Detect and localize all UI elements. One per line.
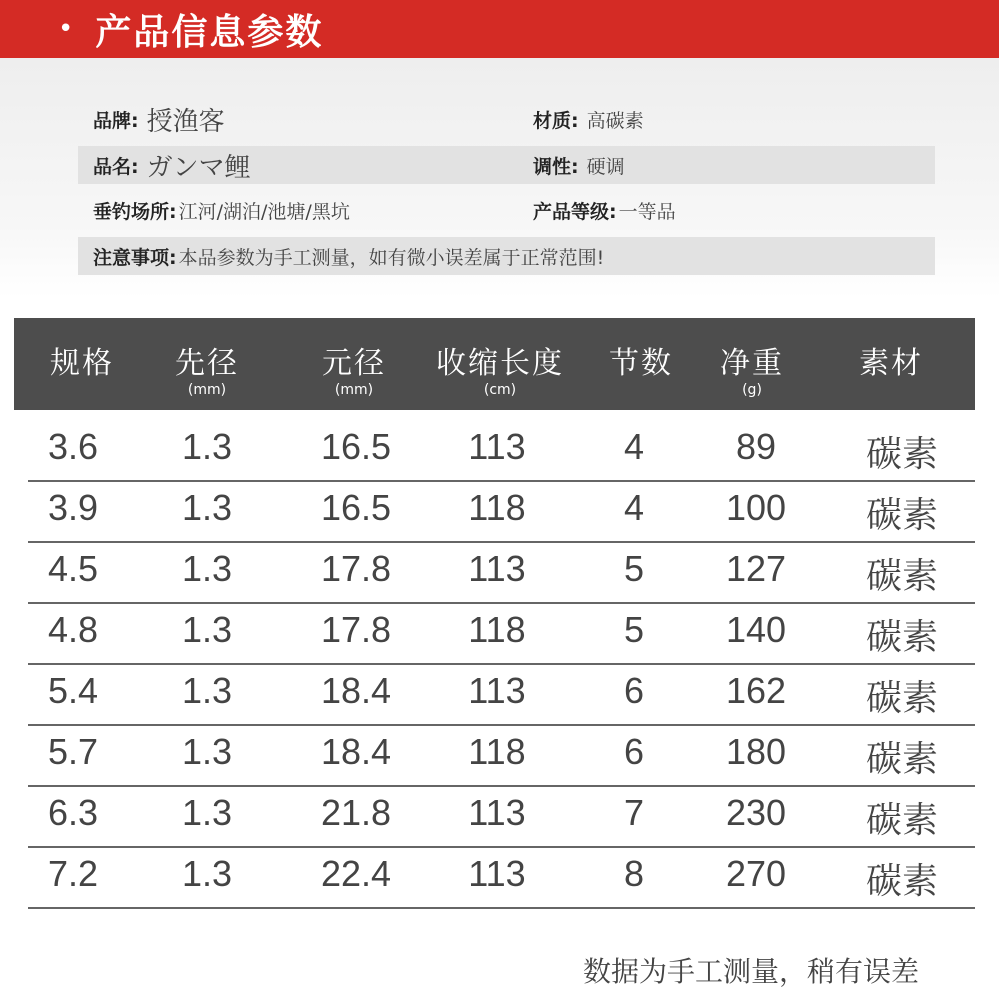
info-row-name xyxy=(78,146,935,184)
section-header xyxy=(0,0,999,58)
cell-spec: 5.7 xyxy=(48,731,99,772)
cell-tip-diameter: 1.3 xyxy=(181,792,233,833)
col-header-tip-diameter xyxy=(175,318,239,410)
table-row xyxy=(28,725,975,787)
cell-closed-length: 113 xyxy=(468,853,526,894)
header-bullet: • xyxy=(58,14,74,44)
cell-butt-diameter: 16.5 xyxy=(320,426,392,467)
cell-spec: 4.8 xyxy=(48,609,99,650)
material-value: 高碳素 xyxy=(586,109,644,132)
cell-sections: 4 xyxy=(623,487,645,528)
cell-material: 碳素 xyxy=(865,556,939,597)
cell-weight: 100 xyxy=(725,487,787,528)
cell-material: 碳素 xyxy=(865,861,939,902)
cell-sections: 6 xyxy=(623,670,645,711)
cell-weight: 89 xyxy=(735,426,777,467)
cell-weight: 180 xyxy=(725,731,787,772)
col-header-sections xyxy=(609,318,673,410)
venue-label: 垂钓场所: xyxy=(93,200,177,223)
grade-value: 一等品 xyxy=(618,200,676,223)
cell-material: 碳素 xyxy=(865,678,939,719)
cell-butt-diameter: 17.8 xyxy=(320,548,392,589)
col-header-butt-diameter xyxy=(322,318,386,410)
spec-table-header xyxy=(14,318,975,410)
cell-tip-diameter: 1.3 xyxy=(181,548,233,589)
column-label: 净重 xyxy=(720,346,784,381)
col-header-closed-length xyxy=(436,318,564,410)
col-header-material xyxy=(859,318,923,410)
cell-weight: 127 xyxy=(725,548,787,589)
cell-material: 碳素 xyxy=(865,434,939,475)
cell-spec: 5.4 xyxy=(48,670,99,711)
cell-spec: 4.5 xyxy=(48,548,99,589)
cell-butt-diameter: 17.8 xyxy=(320,609,392,650)
info-row-brand xyxy=(78,100,935,138)
cell-tip-diameter: 1.3 xyxy=(181,426,233,467)
venue-value: 江河/湖泊/池塘/黑坑 xyxy=(178,200,350,223)
column-label: 规格 xyxy=(50,346,114,381)
column-unit: (g) xyxy=(742,382,762,398)
table-row xyxy=(28,603,975,665)
product-info-panel xyxy=(0,58,999,298)
cell-closed-length: 118 xyxy=(468,609,526,650)
notice-label: 注意事项: xyxy=(93,246,177,269)
col-header-weight xyxy=(720,318,784,410)
measurement-footnote: 数据为手工测量，稍有误差 xyxy=(583,955,920,988)
column-label: 元径 xyxy=(322,346,386,381)
column-label: 素材 xyxy=(859,346,923,381)
cell-sections: 7 xyxy=(623,792,645,833)
cell-tip-diameter: 1.3 xyxy=(181,487,233,528)
action-value: 硬调 xyxy=(586,155,625,178)
cell-sections: 8 xyxy=(623,853,645,894)
cell-sections: 4 xyxy=(623,426,645,467)
info-row-notice xyxy=(78,237,935,275)
column-label: 节数 xyxy=(609,346,673,381)
cell-closed-length: 113 xyxy=(468,426,526,467)
column-unit: (cm) xyxy=(483,382,517,398)
table-row xyxy=(28,664,975,726)
cell-closed-length: 113 xyxy=(468,548,526,589)
col-header-spec xyxy=(50,318,114,410)
cell-sections: 5 xyxy=(623,548,645,589)
table-row xyxy=(28,786,975,848)
cell-closed-length: 113 xyxy=(468,670,526,711)
cell-weight: 270 xyxy=(725,853,787,894)
cell-spec: 6.3 xyxy=(48,792,99,833)
cell-sections: 6 xyxy=(623,731,645,772)
column-unit: (mm) xyxy=(334,382,374,398)
action-label: 调性: xyxy=(533,155,579,178)
info-row-venue xyxy=(78,191,935,229)
cell-butt-diameter: 22.4 xyxy=(320,853,392,894)
cell-material: 碳素 xyxy=(865,800,939,841)
cell-closed-length: 118 xyxy=(468,731,526,772)
cell-butt-diameter: 21.8 xyxy=(320,792,392,833)
cell-weight: 162 xyxy=(725,670,787,711)
table-row xyxy=(28,847,975,909)
cell-closed-length: 113 xyxy=(468,792,526,833)
table-row xyxy=(28,542,975,604)
table-row xyxy=(28,420,975,482)
material-label: 材质: xyxy=(533,109,579,132)
column-label: 先径 xyxy=(175,346,239,381)
cell-material: 碳素 xyxy=(865,739,939,780)
column-label: 收缩长度 xyxy=(436,346,564,381)
table-row xyxy=(28,481,975,543)
cell-tip-diameter: 1.3 xyxy=(181,853,233,894)
notice-value: 本品参数为手工测量，如有微小误差属于正常范围! xyxy=(178,246,605,269)
cell-spec: 3.6 xyxy=(48,426,99,467)
cell-butt-diameter: 16.5 xyxy=(320,487,392,528)
cell-tip-diameter: 1.3 xyxy=(181,731,233,772)
cell-weight: 140 xyxy=(725,609,787,650)
cell-tip-diameter: 1.3 xyxy=(181,609,233,650)
cell-spec: 7.2 xyxy=(48,853,99,894)
cell-material: 碳素 xyxy=(865,617,939,658)
cell-sections: 5 xyxy=(623,609,645,650)
name-value: ガンマ鲤 xyxy=(146,152,251,183)
section-title: 产品信息参数 xyxy=(95,11,324,53)
cell-weight: 230 xyxy=(725,792,787,833)
grade-label: 产品等级: xyxy=(533,200,617,223)
name-label: 品名: xyxy=(93,155,139,178)
brand-value: 授渔客 xyxy=(146,106,225,137)
cell-butt-diameter: 18.4 xyxy=(320,670,392,711)
column-unit: (mm) xyxy=(187,382,227,398)
cell-closed-length: 118 xyxy=(468,487,526,528)
cell-tip-diameter: 1.3 xyxy=(181,670,233,711)
cell-material: 碳素 xyxy=(865,495,939,536)
cell-spec: 3.9 xyxy=(48,487,99,528)
brand-label: 品牌: xyxy=(93,109,139,132)
cell-butt-diameter: 18.4 xyxy=(320,731,392,772)
